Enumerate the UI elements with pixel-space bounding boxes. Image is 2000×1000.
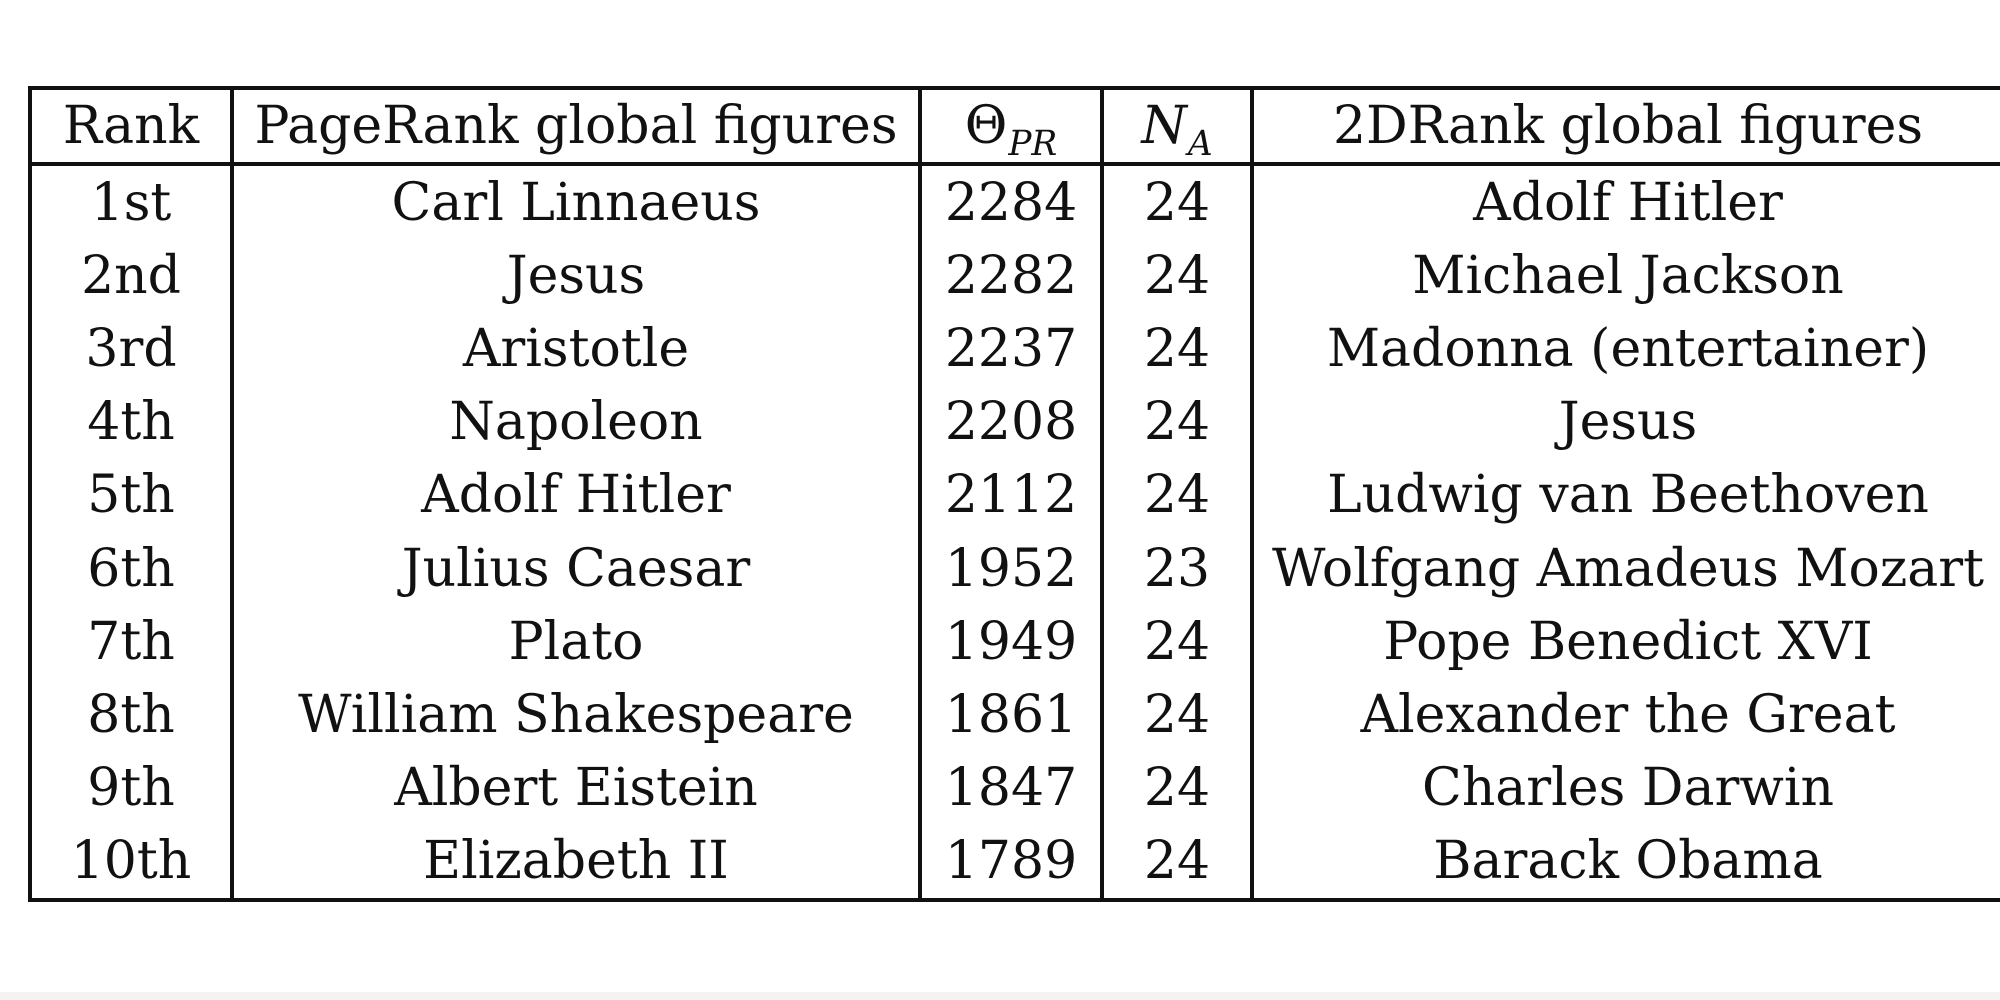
cell-rank: 8th <box>30 678 232 751</box>
cell-theta-pr: 2237 <box>920 312 1102 385</box>
cell-pagerank-figure: Carl Linnaeus <box>232 164 920 239</box>
cell-2drank-figure: Wolfgang Amadeus Mozart <box>1252 532 2000 605</box>
cell-na: 24 <box>1102 386 1252 459</box>
table-row <box>30 312 2000 385</box>
cell-rank: 5th <box>30 459 232 532</box>
cell-rank: 2nd <box>30 239 232 312</box>
cell-rank: 7th <box>30 605 232 678</box>
table-row <box>30 386 2000 459</box>
cell-pagerank-figure: Plato <box>232 605 920 678</box>
header-2drank-figures: 2DRank global figures <box>1252 88 2000 164</box>
cell-pagerank-figure: Albert Eistein <box>232 752 920 825</box>
cell-rank: 1st <box>30 164 232 239</box>
ranking-table <box>28 86 2000 902</box>
cell-na: 23 <box>1102 532 1252 605</box>
header-rank: Rank <box>30 88 232 164</box>
cell-rank: 6th <box>30 532 232 605</box>
header-pagerank-figures: PageRank global figures <box>232 88 920 164</box>
cell-pagerank-figure: William Shakespeare <box>232 678 920 751</box>
cell-pagerank-figure: Jesus <box>232 239 920 312</box>
cell-theta-pr: 1952 <box>920 532 1102 605</box>
table-body <box>30 164 2000 900</box>
cell-rank: 3rd <box>30 312 232 385</box>
bottom-strip <box>0 992 2000 1000</box>
cell-na: 24 <box>1102 459 1252 532</box>
table-header <box>30 88 2000 164</box>
cell-na: 24 <box>1102 239 1252 312</box>
cell-theta-pr: 2112 <box>920 459 1102 532</box>
table-row <box>30 605 2000 678</box>
header-row <box>30 88 2000 164</box>
cell-2drank-figure: Charles Darwin <box>1252 752 2000 825</box>
cell-theta-pr: 2208 <box>920 386 1102 459</box>
cell-theta-pr: 2282 <box>920 239 1102 312</box>
cell-rank: 10th <box>30 825 232 900</box>
cell-pagerank-figure: Aristotle <box>232 312 920 385</box>
cell-pagerank-figure: Napoleon <box>232 386 920 459</box>
cell-pagerank-figure: Adolf Hitler <box>232 459 920 532</box>
table-row <box>30 532 2000 605</box>
cell-theta-pr: 1789 <box>920 825 1102 900</box>
cell-na: 24 <box>1102 312 1252 385</box>
cell-2drank-figure: Barack Obama <box>1252 825 2000 900</box>
cell-na: 24 <box>1102 678 1252 751</box>
cell-2drank-figure: Michael Jackson <box>1252 239 2000 312</box>
cell-na: 24 <box>1102 825 1252 900</box>
cell-theta-pr: 1847 <box>920 752 1102 825</box>
cell-rank: 9th <box>30 752 232 825</box>
cell-rank: 4th <box>30 386 232 459</box>
cell-na: 24 <box>1102 752 1252 825</box>
cell-theta-pr: 1949 <box>920 605 1102 678</box>
cell-2drank-figure: Pope Benedict XVI <box>1252 605 2000 678</box>
cell-2drank-figure: Ludwig van Beethoven <box>1252 459 2000 532</box>
ranking-table-container <box>28 86 2000 902</box>
table-row <box>30 459 2000 532</box>
cell-pagerank-figure: Elizabeth II <box>232 825 920 900</box>
cell-na: 24 <box>1102 605 1252 678</box>
cell-2drank-figure: Madonna (entertainer) <box>1252 312 2000 385</box>
table-row <box>30 164 2000 239</box>
cell-theta-pr: 1861 <box>920 678 1102 751</box>
table-row <box>30 752 2000 825</box>
theta-subscript: PR <box>1008 124 1058 164</box>
na-subscript: A <box>1187 124 1213 164</box>
cell-pagerank-figure: Julius Caesar <box>232 532 920 605</box>
theta-symbol: Θ <box>964 96 1008 156</box>
cell-2drank-figure: Jesus <box>1252 386 2000 459</box>
cell-theta-pr: 2284 <box>920 164 1102 239</box>
table-row <box>30 825 2000 900</box>
header-na <box>1102 88 1252 164</box>
cell-na: 24 <box>1102 164 1252 239</box>
cell-2drank-figure: Alexander the Great <box>1252 678 2000 751</box>
na-symbol: N <box>1141 96 1187 156</box>
table-row <box>30 239 2000 312</box>
table-row <box>30 678 2000 751</box>
header-theta-pr <box>920 88 1102 164</box>
cell-2drank-figure: Adolf Hitler <box>1252 164 2000 239</box>
